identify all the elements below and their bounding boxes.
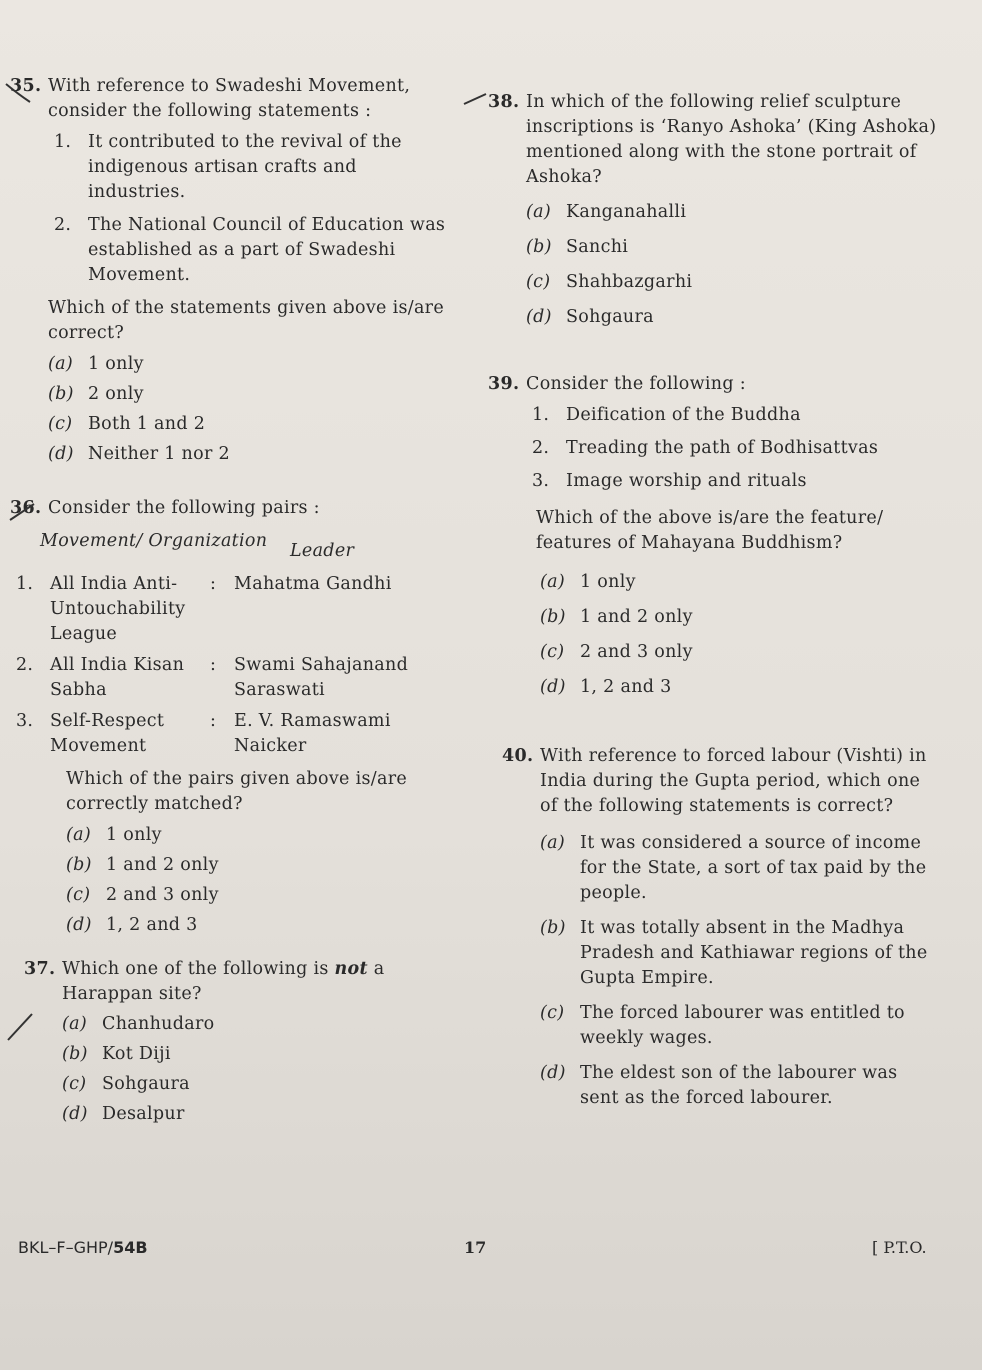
option-b[interactable]: (b) 2 only (48, 384, 144, 404)
question-number: 40. (502, 746, 534, 766)
option-b[interactable]: (b) Sanchi (526, 237, 629, 257)
column-header-leader: Leader (290, 541, 355, 561)
question-39 (488, 372, 948, 710)
statement: 2. Treading the path of Bodhisattvas (532, 438, 879, 458)
paper-code: BKL–F–GHP/54B (18, 1238, 148, 1257)
option-a[interactable]: (a) 1 only (66, 825, 162, 845)
question-number: 36. (10, 498, 42, 518)
option-c[interactable]: (c) Shahbazgarhi (526, 272, 693, 292)
option-b[interactable]: (b) It was totally absent in the Madhya Pradesh and Kathiawar regions of the Gupta Empire. (540, 918, 928, 988)
question-prompt: Which of the above is/are the feature/ features of Mahayana Buddhism? (536, 508, 884, 553)
option-a[interactable]: (a) It was considered a source of income for the State, a sort of tax paid by the people. (540, 833, 927, 903)
pair-row: 1. All India Anti-Untouchability League : Mahatma Gandhi (16, 574, 392, 644)
option-c[interactable]: (c) The forced labourer was entitled to weekly wages. (540, 1003, 905, 1048)
question-number: 37. (24, 959, 56, 979)
option-a[interactable]: (a) 1 only (540, 572, 636, 592)
option-b[interactable]: (b) 1 and 2 only (540, 607, 693, 627)
question-text: With reference to Swadeshi Movement, consider the following statements : (48, 76, 411, 121)
left-column (10, 74, 450, 1142)
question-prompt: Which of the statements given above is/are correct? (48, 298, 445, 343)
statement: 3. Image worship and rituals (532, 471, 807, 491)
emphasis-not: not (334, 959, 368, 979)
question-prompt: Which of the pairs given above is/are correctly matched? (66, 769, 408, 814)
option-c[interactable]: (c) Both 1 and 2 (48, 414, 206, 434)
question-text: With reference to forced labour (Vishti) in India during the Gupta period, which one of the following statements is correct? (540, 746, 927, 816)
question-36 (10, 496, 450, 521)
question-37 (10, 957, 450, 1132)
question-text: In which of the following relief sculpture inscriptions is ‘Ranyo Ashoka’ (King Ashoka) mentioned along with the stone portrait of Ashoka? (526, 92, 937, 187)
question-number: 39. (488, 374, 520, 394)
right-column (488, 90, 948, 1131)
question-text: Consider the following pairs : (48, 498, 320, 518)
pen-mark-icon (8, 500, 38, 524)
statement: 1. It contributed to the revival of the indigenous artisan crafts and industries. (54, 132, 402, 202)
pair-row: 2. All India Kisan Sabha : Swami Sahajanand Saraswati (16, 655, 409, 700)
statement: 1. Deification of the Buddha (532, 405, 801, 425)
question-38 (488, 90, 948, 340)
question-text: Consider the following : (526, 374, 746, 394)
pen-mark-icon (4, 80, 34, 106)
pair-row: 3. Self-Respect Movement : E. V. Ramaswami Naicker (16, 711, 391, 756)
question-number: 35. (10, 76, 42, 96)
question-40 (488, 744, 948, 1121)
option-b[interactable]: (b) 1 and 2 only (66, 855, 219, 875)
option-c[interactable]: (c) Sohgaura (62, 1074, 190, 1094)
question-text: Which one of the following is not a Harappan site? (62, 959, 385, 1004)
pto-label: [ P.T.O. (872, 1238, 927, 1257)
option-c[interactable]: (c) 2 and 3 only (66, 885, 219, 905)
option-b[interactable]: (b) Kot Diji (62, 1044, 171, 1064)
page-number: 17 (464, 1238, 487, 1257)
option-d[interactable]: (d) 1, 2 and 3 (540, 677, 672, 697)
option-d[interactable]: (d) Sohgaura (526, 307, 654, 327)
column-header-movement: Movement/ Organization (40, 531, 268, 551)
option-a[interactable]: (a) 1 only (48, 354, 144, 374)
option-d[interactable]: (d) The eldest son of the labourer was sent as the forced labourer. (540, 1063, 898, 1108)
option-c[interactable]: (c) 2 and 3 only (540, 642, 693, 662)
option-d[interactable]: (d) 1, 2 and 3 (66, 915, 198, 935)
option-a[interactable]: (a) Kanganahalli (526, 202, 687, 222)
question-35 (10, 74, 450, 472)
option-d[interactable]: (d) Neither 1 nor 2 (48, 444, 230, 464)
option-d[interactable]: (d) Desalpur (62, 1104, 185, 1124)
question-number: 38. (488, 92, 520, 112)
option-a[interactable]: (a) Chanhudaro (62, 1014, 215, 1034)
statement: 2. The National Council of Education was established as a part of Swadeshi Movement. (54, 215, 446, 285)
pen-mark-icon (462, 92, 492, 112)
pen-mark-icon (6, 1010, 36, 1044)
pairs-header (40, 529, 450, 564)
